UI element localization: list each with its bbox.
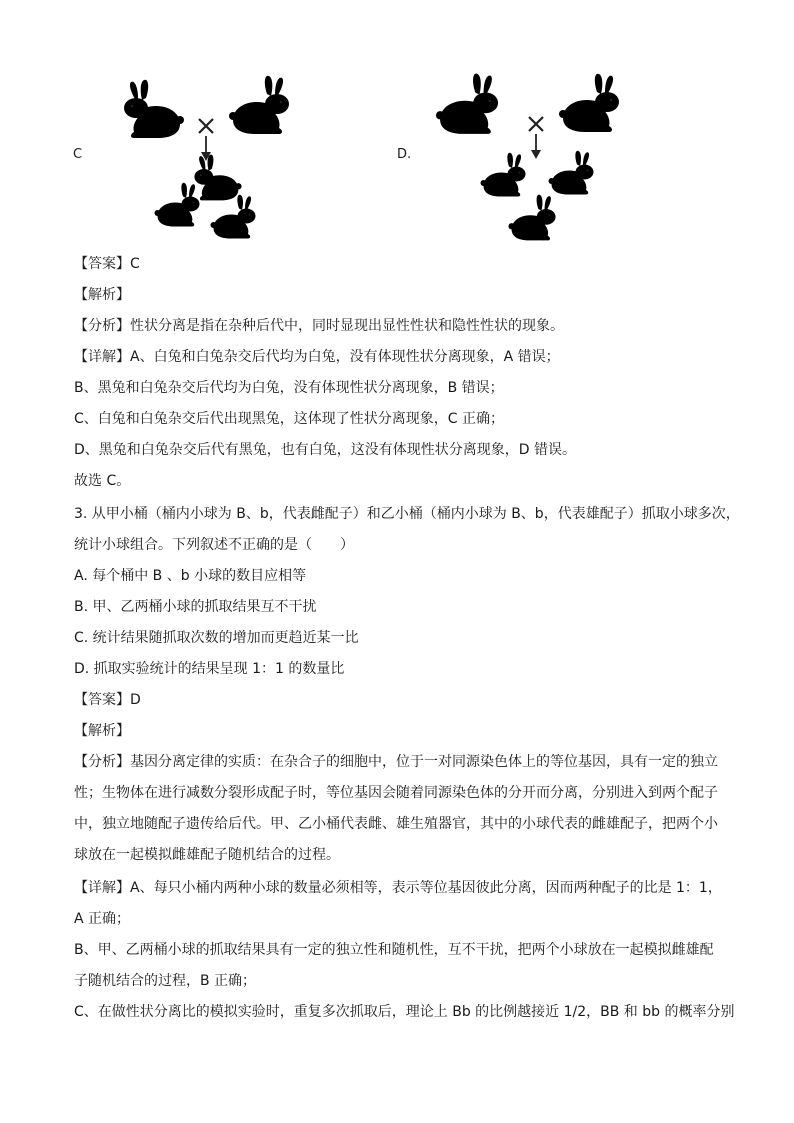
q2-option-c: C、白兔和白兔杂交后代出现黑兔，这体现了性状分离现象，C 正确；	[74, 411, 504, 427]
white-rabbit-icon	[557, 78, 621, 134]
q3-fenxi-1: 【分析】基因分离定律的实质：在杂合子的细胞中，位于一对同源染色体上的等位基因，具有一定的独立	[74, 754, 718, 770]
q2-option-d: D、黑兔和白兔杂交后代有黑兔，也有白兔，这没有体现性状分离现象，D 错误。	[74, 442, 577, 458]
q3-option-c: C. 统计结果随抓取次数的增加而更趋近某一比	[74, 630, 359, 646]
q3-stem-line2: 统计小球组合。下列叙述不正确的是（ ）	[74, 537, 354, 553]
white-rabbit-icon	[208, 198, 258, 240]
q3-option-d: D. 抓取实验统计的结果呈现 1：1 的数量比	[74, 661, 345, 677]
q3-fenxi-4: 球放在一起模拟雌雄配子随机结合的过程。	[74, 847, 340, 863]
q2-option-b: B、黑兔和白兔杂交后代均为白兔，没有体现性状分离现象，B 错误；	[74, 380, 504, 396]
q3-option-b-explain-1: B、甲、乙两桶小球的抓取结果具有一定的独立性和随机性，互不干扰，把两个小球放在一起模拟雌雄配	[74, 942, 714, 958]
black-rabbit-icon	[506, 198, 558, 242]
white-rabbit-icon	[228, 80, 290, 136]
q3-stem-line1: 3. 从甲小桶（桶内小球为 B、b，代表雌配子）和乙小桶（桶内小球为 B、b，代表雄配子）抓取小球多次，	[74, 506, 740, 522]
white-rabbit-icon	[124, 84, 184, 140]
white-rabbit-icon	[478, 156, 528, 198]
q3-xiangjie-2: A 正确；	[74, 911, 131, 927]
q3-analysis-heading: 【解析】	[74, 723, 130, 739]
cross-icon	[196, 116, 216, 136]
q3-option-c-explain-1: C、在做性状分离比的模拟实验时，重复多次抓取后，理论上 Bb 的比例越接近 1/2，BB 和 bb 的概率分别	[74, 1004, 735, 1020]
q2-xiangjie: 【详解】A、白兔和白兔杂交后代均为白兔，没有体现性状分离现象，A 错误；	[74, 349, 560, 365]
q3-answer: 【答案】D	[74, 692, 141, 708]
q3-option-b: B. 甲、乙两桶小球的抓取结果互不干扰	[74, 599, 317, 615]
option-d-label: D.	[397, 147, 412, 162]
cross-icon	[526, 114, 546, 134]
arrow-down-icon	[530, 134, 542, 160]
q2-analysis-heading: 【解析】	[74, 287, 130, 303]
q2-fenxi: 【分析】性状分离是指在杂种后代中，同时显现出显性性状和隐性性状的现象。	[74, 318, 564, 334]
q2-choice: 故选 C。	[74, 473, 131, 489]
white-rabbit-icon	[546, 154, 596, 196]
q3-option-b-explain-2: 子随机结合的过程，B 正确；	[74, 973, 257, 989]
q3-fenxi-3: 中，独立地随配子遗传给后代。甲、乙小桶代表雌、雄生殖器官，其中的小球代表的雌雄配子，把两个小	[74, 816, 718, 832]
q3-xiangjie-1: 【详解】A、每只小桶内两种小球的数量必须相等，表示等位基因彼此分离，因而两种配子的比是 1：1，	[74, 880, 722, 896]
q2-answer: 【答案】C	[74, 256, 140, 272]
option-c-label: C	[73, 147, 83, 162]
q3-option-a: A. 每个桶中 B 、b 小球的数目应相等	[74, 568, 307, 584]
black-rabbit-icon	[432, 78, 502, 136]
q3-fenxi-2: 性；生物体在进行减数分裂形成配子时，等位基因会随着同源染色体的分开而分离，分别进入到两个配子	[74, 785, 718, 801]
white-rabbit-icon	[152, 186, 202, 228]
